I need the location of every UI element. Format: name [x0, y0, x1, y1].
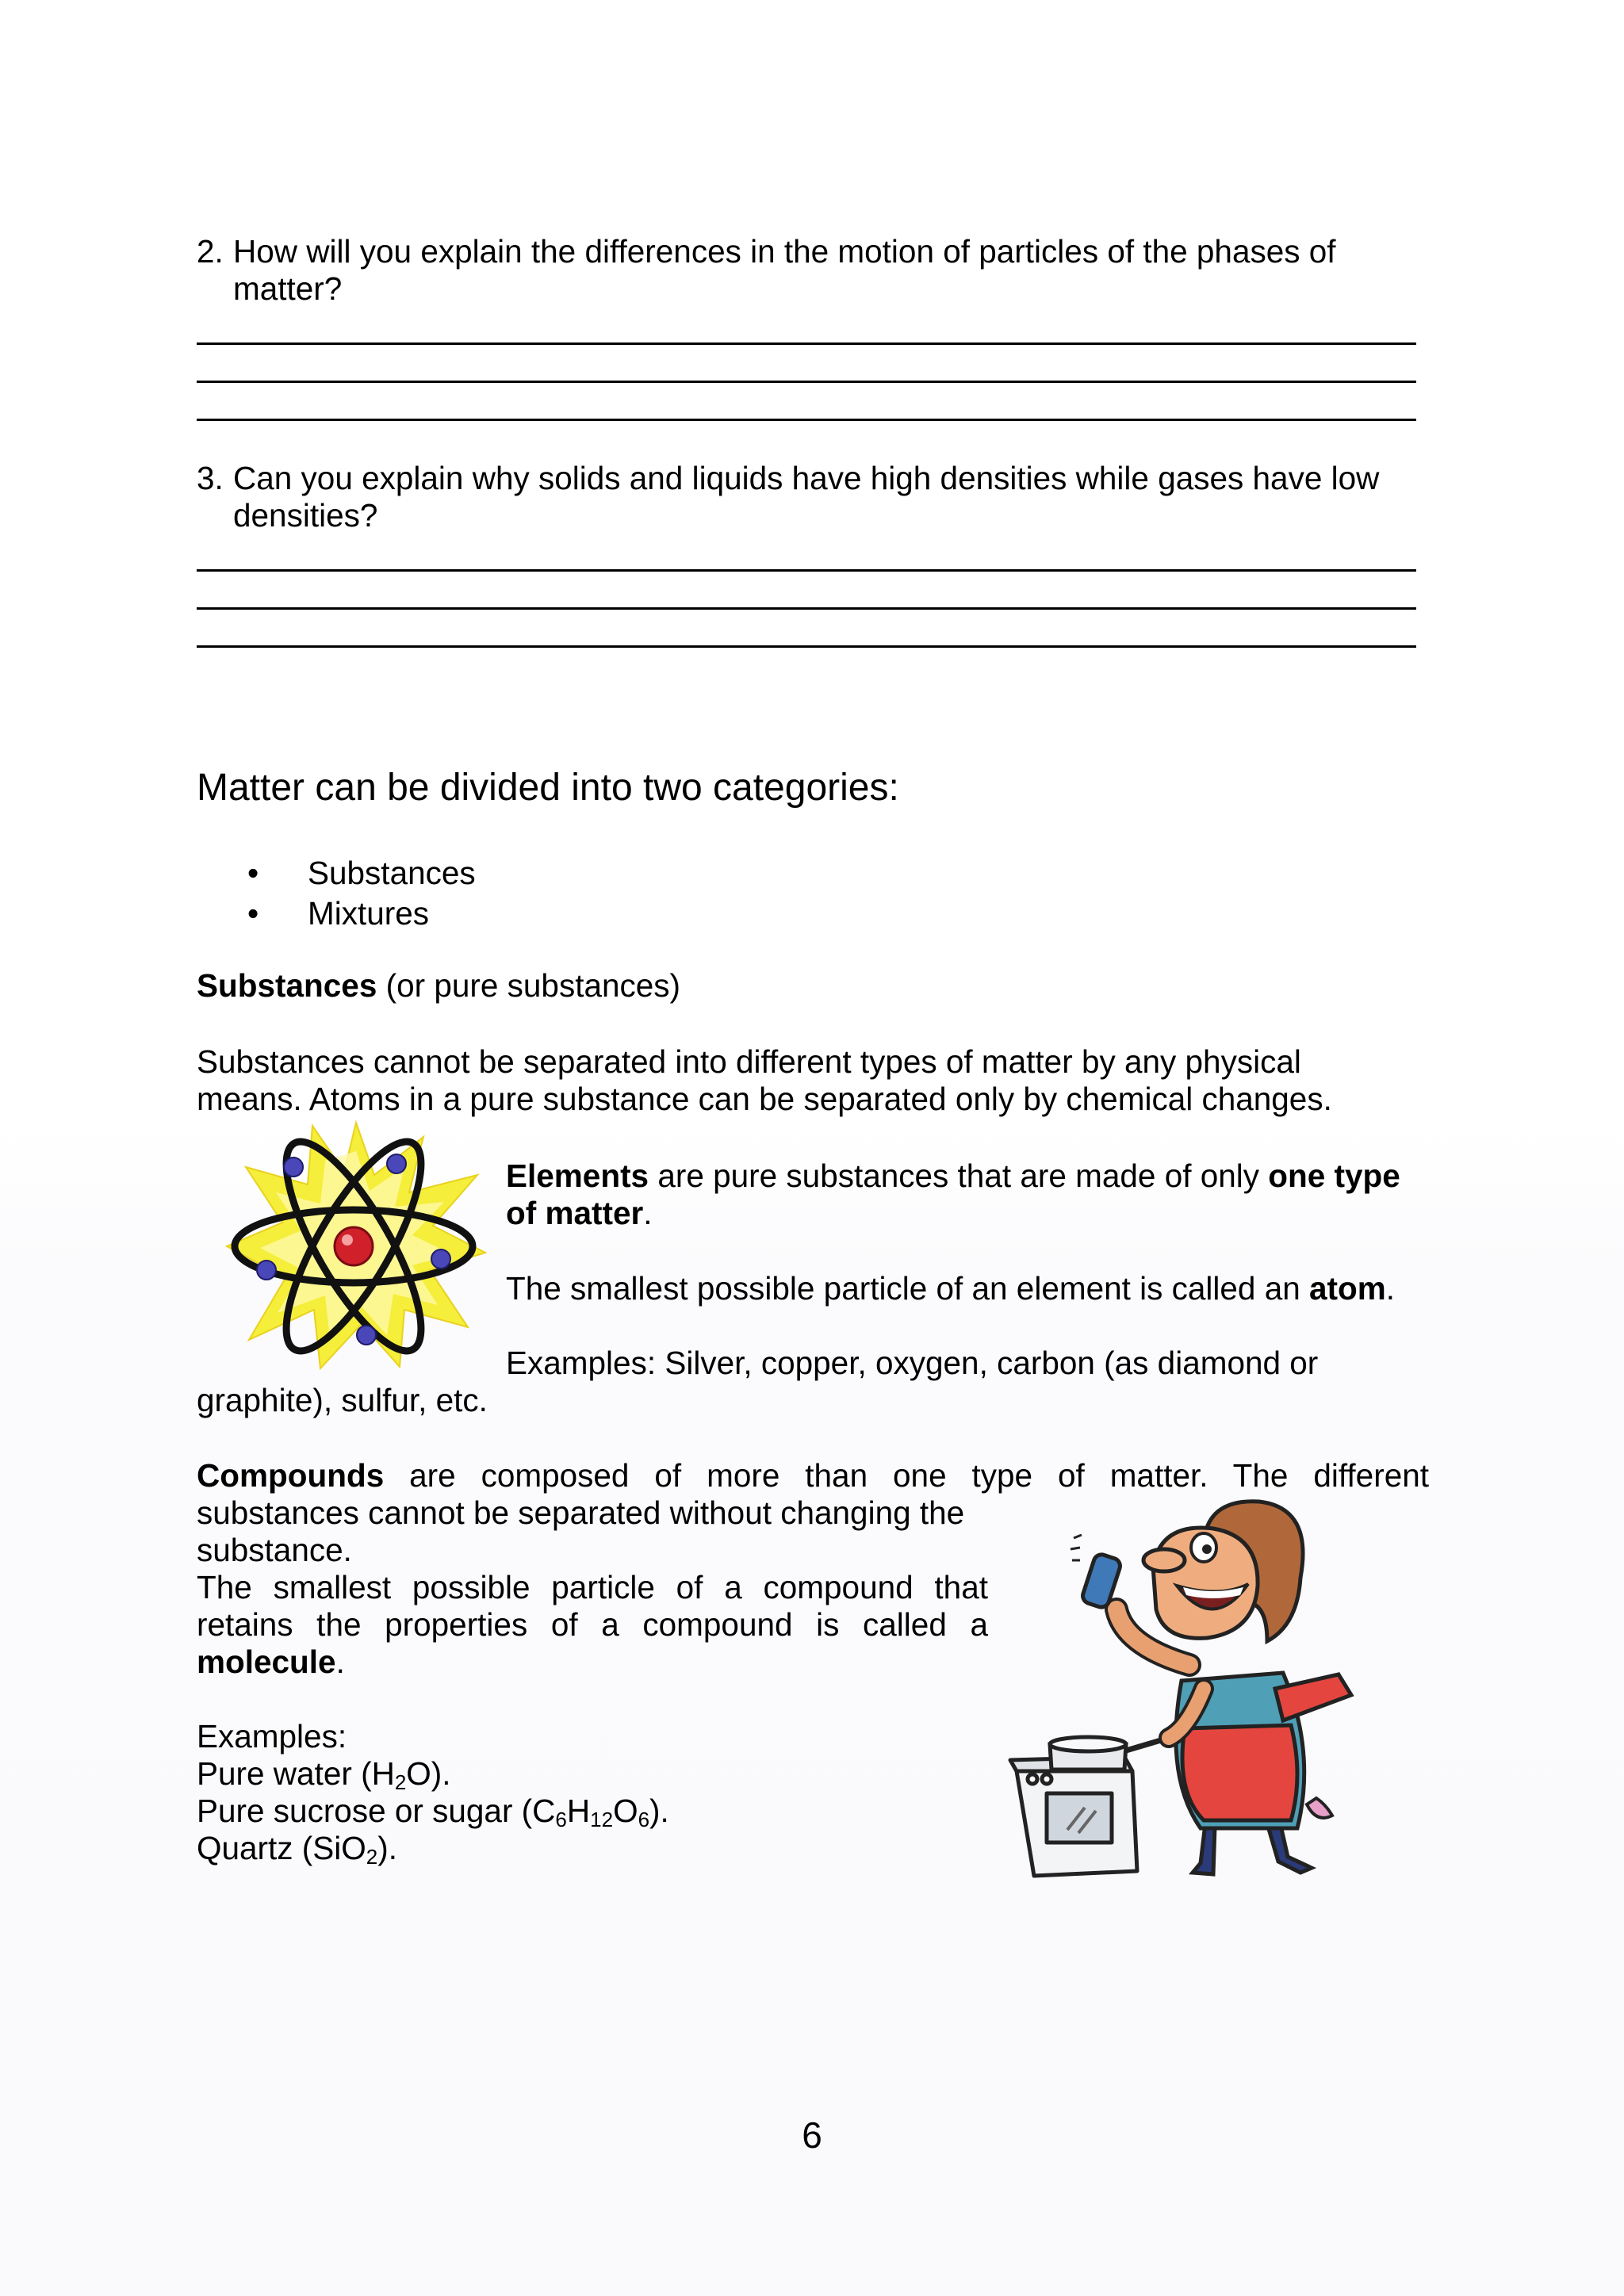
question-3 — [197, 460, 1434, 534]
substances-title-note: (or pure substances) — [377, 967, 681, 1004]
subscript: 12 — [590, 1808, 614, 1831]
substances-heading — [197, 967, 1434, 1004]
example-water-text: Pure water (H — [197, 1755, 395, 1792]
substances-description: Substances cannot be separated into different types of matter by any physical means. Atoms in a pure substance can be separated only by chemical changes. — [197, 1043, 1332, 1117]
example-sugar-text: Pure sucrose or sugar (C — [197, 1793, 556, 1829]
elements-examples-line-1: Examples: Silver, copper, oxygen, carbon (as diamond or — [506, 1345, 1319, 1381]
answer-line[interactable] — [197, 607, 1416, 610]
example-sugar-text: ). — [649, 1793, 669, 1829]
categories-heading: Matter can be divided into two categories: — [197, 767, 899, 809]
elements-smallest-particle — [506, 1270, 1457, 1307]
compounds-smallest-end: . — [335, 1644, 345, 1680]
subscript: 2 — [366, 1845, 378, 1869]
example-water-text: O). — [406, 1755, 451, 1792]
compounds-smallest-text: The smallest possible particle of a compound that retains the properties of a compound is called a — [197, 1569, 988, 1643]
elements-emphasis: one type of matter — [506, 1158, 1400, 1231]
compounds-line-1 — [197, 1457, 1429, 1494]
compounds-term: Compounds — [197, 1457, 385, 1494]
compounds-description: substances cannot be separated without changing the substance. — [197, 1494, 965, 1568]
substances-title: Substances — [197, 967, 377, 1004]
elements-smallest-end: . — [1385, 1270, 1396, 1307]
example-sugar-text: O — [613, 1793, 638, 1829]
compounds-examples-label: Examples: — [197, 1718, 347, 1755]
question-2 — [197, 233, 1434, 308]
molecule-term: molecule — [197, 1644, 336, 1680]
compounds-smallest-particle — [197, 1569, 988, 1681]
compounds-line-1-text: are composed of more than one type of matter. The different — [384, 1457, 1429, 1494]
answer-line[interactable] — [197, 645, 1416, 648]
example-sugar-text: H — [566, 1793, 591, 1829]
list-item: • Substances — [197, 853, 476, 894]
example-sugar — [197, 1793, 831, 1830]
answer-line[interactable] — [197, 569, 1416, 572]
answer-line[interactable] — [197, 419, 1416, 421]
elements-smallest-text: The smallest possible particle of an element is called an — [506, 1270, 1310, 1307]
list-item: • Mixtures — [197, 894, 476, 934]
answer-line[interactable] — [197, 381, 1416, 383]
categories-list — [197, 853, 476, 934]
example-quartz-text: Quartz (SiO — [197, 1830, 366, 1866]
example-quartz — [197, 1830, 831, 1867]
atom-image — [225, 1119, 487, 1370]
question-3-text: Can you explain why solids and liquids have high densities while gases have low densities? — [233, 460, 1380, 534]
cook-image — [1005, 1490, 1418, 1887]
example-quartz-text: ). — [377, 1830, 398, 1866]
elements-examples-line-2: graphite), sulfur, etc. — [197, 1382, 488, 1418]
elements-text-1: are pure substances that are made of only — [649, 1158, 1269, 1194]
elements-term: Elements — [506, 1158, 649, 1194]
answer-line[interactable] — [197, 342, 1416, 345]
subscript: 6 — [555, 1808, 567, 1831]
question-2-number: 2. — [197, 233, 224, 270]
question-2-text: How will you explain the differences in the motion of particles of the phases of matter? — [233, 233, 1336, 307]
elements-definition — [506, 1158, 1434, 1232]
question-3-number: 3. — [197, 460, 224, 496]
example-water — [197, 1755, 831, 1793]
compounds-examples — [197, 1718, 831, 1867]
subscript: 6 — [638, 1808, 650, 1831]
atom-term: atom — [1309, 1270, 1386, 1307]
elements-text-2: . — [643, 1195, 653, 1231]
subscript: 2 — [394, 1770, 407, 1794]
page-number: 6 — [802, 2114, 822, 2156]
